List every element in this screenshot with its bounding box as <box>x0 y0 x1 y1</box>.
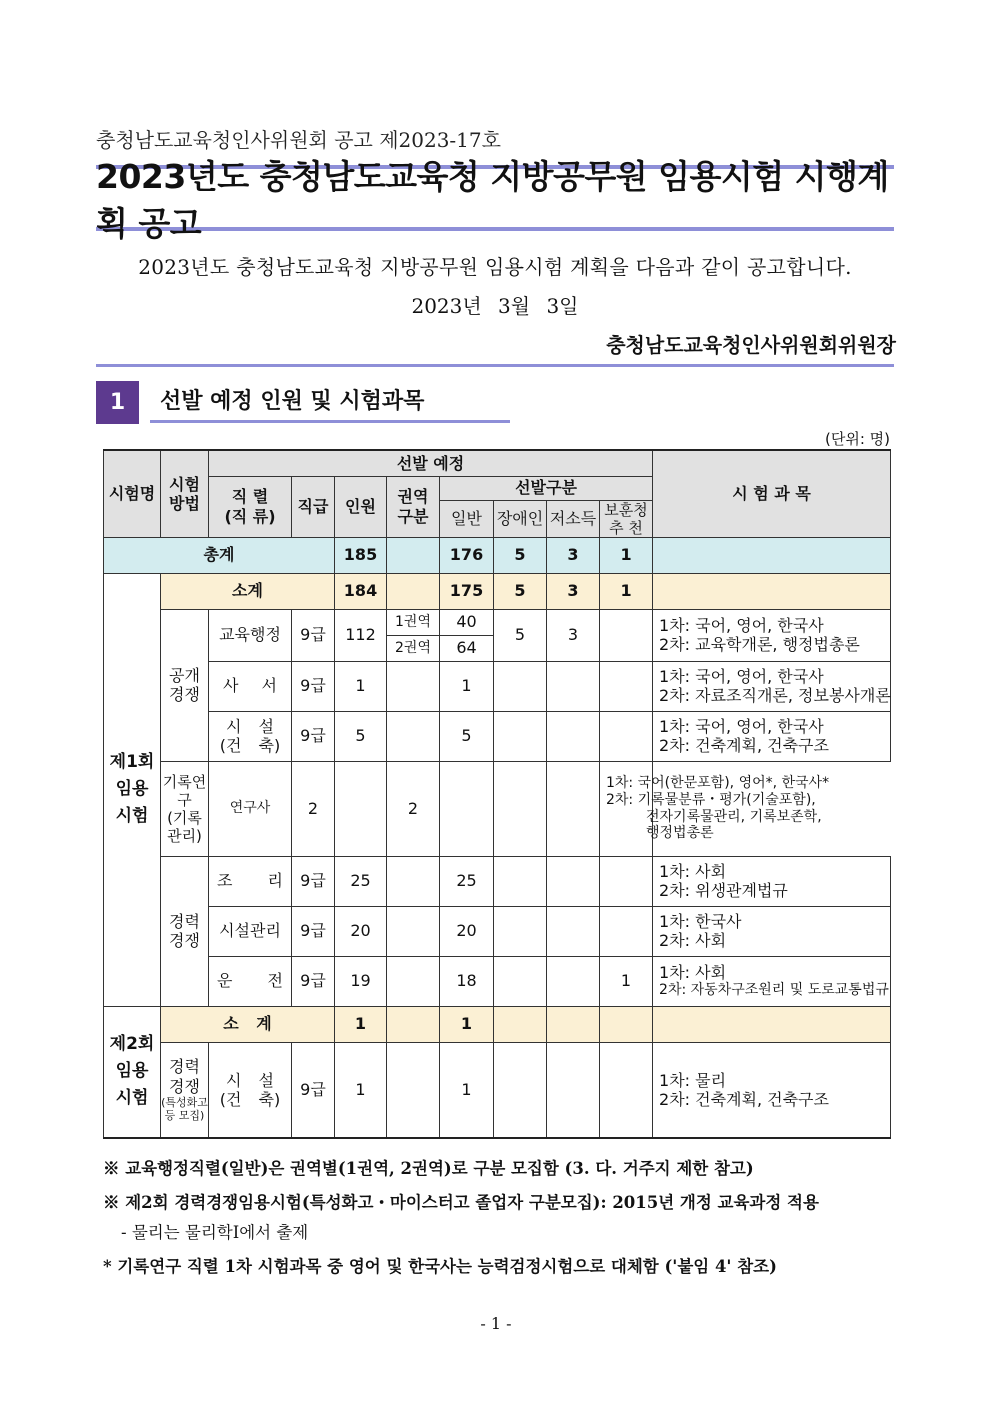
exam1-subtotal-subjects <box>653 573 891 609</box>
total-disabled: 5 <box>494 537 547 573</box>
subject-line: 1차: 물리 <box>659 1070 727 1090</box>
count-cell: 20 <box>335 906 387 956</box>
table-row <box>104 1042 891 1138</box>
series-cell: 교육행정 <box>209 609 292 661</box>
veteran-cell <box>600 1042 653 1138</box>
subjects-cell <box>653 856 891 906</box>
total-veteran: 1 <box>600 537 653 573</box>
subject-line: 1차: 한국사 <box>659 911 742 931</box>
disabled-cell <box>494 856 547 906</box>
low-income-cell <box>494 761 547 856</box>
table-row <box>104 609 891 635</box>
table-row <box>104 906 891 956</box>
series-cell: 운 전 <box>209 956 292 1006</box>
subject-line: 1차: 국어(한문포함), 영어*, 한국사* <box>606 774 830 791</box>
general-cell: 1 <box>440 1042 494 1138</box>
grade-cell: 9급 <box>292 906 335 956</box>
veteran-cell: 1 <box>600 956 653 1006</box>
region-cell: 1권역 <box>387 609 440 635</box>
grade-cell: 9급 <box>292 956 335 1006</box>
subject-line: 1차: 사회 <box>659 963 727 982</box>
low-income-cell <box>547 956 600 1006</box>
count-cell: 5 <box>335 711 387 761</box>
subject-line: 1차: 사회 <box>659 861 727 881</box>
exam2-method-note: (특성화고 등 모집) <box>161 1095 208 1122</box>
total-general: 176 <box>440 537 494 573</box>
exam2-subtotal-low-income <box>547 1006 600 1042</box>
announcement-date: 2023년 3월 3일 <box>411 294 579 318</box>
low-income-cell <box>547 711 600 761</box>
exam2-method: 경력 경쟁 <box>169 1057 200 1096</box>
veteran-cell <box>600 661 653 711</box>
general-cell: 5 <box>440 711 494 761</box>
subject-line: 2차: 건축계획, 건축구조 <box>659 736 829 755</box>
header-exam-method: 시험 방법 <box>161 450 209 537</box>
exam2-subtotal-row <box>104 1006 891 1042</box>
low-income-cell <box>547 1042 600 1138</box>
notice-number: 충청남도교육청인사위원회 공고 제2023-17호 <box>96 128 501 152</box>
disabled-cell <box>494 661 547 711</box>
header-exam-name: 시험명 <box>104 450 161 537</box>
disabled-cell <box>494 711 547 761</box>
note-region: ※ 교육행정직렬(일반)은 권역별(1권역, 2권역)로 구분 모집함 (3. 다. 거주지 제한 참고) <box>103 1159 754 1178</box>
exam2-subtotal-disabled <box>494 1006 547 1042</box>
region-cell <box>387 856 440 906</box>
grade-cell: 9급 <box>292 661 335 711</box>
low-income-cell: 3 <box>547 609 600 661</box>
table-row <box>104 856 891 906</box>
grade-cell: 9급 <box>292 1042 335 1138</box>
exam1-subtotal-veteran: 1 <box>600 573 653 609</box>
subjects-cell <box>653 711 891 761</box>
general-cell: 2 <box>387 761 440 856</box>
count-cell: 2 <box>292 761 335 856</box>
veteran-cell <box>600 906 653 956</box>
subjects-cell <box>653 661 891 711</box>
exam2-subtotal-veteran <box>600 1006 653 1042</box>
region-cell <box>387 906 440 956</box>
subject-line: 1차: 국어, 영어, 한국사 <box>659 615 824 635</box>
header-selection-plan: 선발 예정 <box>209 450 653 476</box>
header-disabled: 장애인 <box>494 500 547 537</box>
exam1-subtotal-row <box>104 573 891 609</box>
subject-line: 2차: 위생관계법규 <box>659 881 788 900</box>
exam2-subtotal-label: 소 계 <box>161 1006 335 1042</box>
count-cell: 25 <box>335 856 387 906</box>
series-cell: 기록연구 (기록관리) <box>161 761 209 856</box>
unit-label: (단위: 명) <box>825 430 890 448</box>
exam1-subtotal-general: 175 <box>440 573 494 609</box>
veteran-cell <box>547 761 600 856</box>
header-general: 일반 <box>440 500 494 537</box>
low-income-cell <box>547 856 600 906</box>
series-cell: 조 리 <box>209 856 292 906</box>
exam2-subtotal-subjects <box>653 1006 891 1042</box>
header-subjects: 시 험 과 목 <box>653 450 891 537</box>
low-income-cell <box>547 906 600 956</box>
exam2-subtotal-region <box>387 1006 440 1042</box>
header-low-income: 저소득 <box>547 500 600 537</box>
general-cell: 1 <box>440 661 494 711</box>
subject-line: 2차: 기록물분류・평가(기술포함), <box>606 791 816 808</box>
header-grade: 직급 <box>292 476 335 537</box>
page-number: - 1 - <box>480 1314 512 1333</box>
subject-line: 1차: 국어, 영어, 한국사 <box>659 716 824 736</box>
intro-text: 2023년도 충청남도교육청 지방공무원 임용시험 계획을 다음과 같이 공고합니다. <box>138 255 852 279</box>
grade-cell: 9급 <box>292 856 335 906</box>
exam1-subtotal-disabled: 5 <box>494 573 547 609</box>
series-cell: 시 설 (건 축) <box>209 711 292 761</box>
subject-line: 2차: 자동차구조원리 및 도로교통법규 <box>659 982 889 999</box>
subject-line: 2차: 건축계획, 건축구조 <box>659 1089 829 1109</box>
note-exam2: ※ 제2회 경력경쟁임용시험(특성화고・마이스터고 졸업자 구분모집): 2015년 개정 교육과정 적용 <box>103 1193 819 1212</box>
exam2-name: 제2회 임용 시험 <box>104 1006 161 1138</box>
veteran-cell <box>600 711 653 761</box>
region-cell <box>387 711 440 761</box>
subjects-cell <box>653 956 891 1006</box>
general-cell: 18 <box>440 956 494 1006</box>
region-cell: 2권역 <box>387 635 440 661</box>
count-cell: 1 <box>335 1042 387 1138</box>
separator-line <box>96 364 894 367</box>
series-cell: 사 서 <box>209 661 292 711</box>
subjects-cell <box>653 906 891 956</box>
subject-line: 2차: 사회 <box>659 931 727 950</box>
disabled-cell <box>494 956 547 1006</box>
general-cell: 40 <box>440 609 494 635</box>
region-cell <box>387 956 440 1006</box>
total-row <box>104 537 891 573</box>
count-cell: 19 <box>335 956 387 1006</box>
header-series: 직 렬 (직 류) <box>209 476 292 537</box>
section-title: 선발 예정 인원 및 시험과목 <box>150 379 510 423</box>
grade-cell: 9급 <box>292 711 335 761</box>
subjects-cell <box>600 761 830 856</box>
disabled-cell: 5 <box>494 609 547 661</box>
section-number: 1 <box>96 381 139 424</box>
total-count: 185 <box>335 537 387 573</box>
grade-cell: 연구사 <box>209 761 292 856</box>
veteran-cell <box>600 609 653 661</box>
disabled-cell <box>494 1042 547 1138</box>
title-banner <box>96 157 894 243</box>
exam2-subtotal-general: 1 <box>440 1006 494 1042</box>
low-income-cell <box>547 661 600 711</box>
header-selection-type: 선발구분 <box>440 476 653 500</box>
subject-line: 행정법총론 <box>646 825 714 842</box>
series-cell: 시설관리 <box>209 906 292 956</box>
header-region: 권역 구분 <box>387 476 440 537</box>
total-region <box>387 537 440 573</box>
count-cell: 112 <box>335 609 387 661</box>
exam1-open-method: 공개 경쟁 <box>161 609 209 761</box>
total-label: 총계 <box>104 537 335 573</box>
region-cell <box>335 761 387 856</box>
count-cell: 1 <box>335 661 387 711</box>
total-subjects <box>653 537 891 573</box>
series-cell: 시 설 (건 축) <box>209 1042 292 1138</box>
note-records: * 기록연구 직렬 1차 시험과목 중 영어 및 한국사는 능력검정시험으로 대체함 ('붙임 4' 참조) <box>103 1257 777 1276</box>
recruitment-table <box>103 449 891 1139</box>
subjects-cell <box>653 1042 891 1138</box>
disabled-cell <box>440 761 494 856</box>
exam1-subtotal-low-income: 3 <box>547 573 600 609</box>
exam1-subtotal-region <box>387 573 440 609</box>
notes <box>103 1155 903 1287</box>
grade-cell: 9급 <box>292 609 335 661</box>
subjects-cell <box>653 609 891 661</box>
note-physics: - 물리는 물리학Ⅰ에서 출제 <box>121 1223 309 1242</box>
exam2-subtotal-count: 1 <box>335 1006 387 1042</box>
region-cell <box>387 661 440 711</box>
total-low-income: 3 <box>547 537 600 573</box>
exam1-subtotal-count: 184 <box>335 573 387 609</box>
subject-line: 2차: 교육학개론, 행정법총론 <box>659 635 860 654</box>
subject-line: 1차: 국어, 영어, 한국사 <box>659 666 824 686</box>
exam1-name: 제1회 임용 시험 <box>104 573 161 1006</box>
subject-line: 2차: 자료조직개론, 정보봉사개론 <box>659 686 891 705</box>
page-title: 2023년도 충청남도교육청 지방공무원 임용시험 시행계획 공고 <box>96 157 889 243</box>
general-cell: 20 <box>440 906 494 956</box>
general-cell: 25 <box>440 856 494 906</box>
header-count: 인원 <box>335 476 387 537</box>
table-row <box>104 661 891 711</box>
exam2-method-cell <box>161 1042 209 1138</box>
table-row <box>104 761 891 856</box>
table-row <box>104 711 891 761</box>
table-row <box>104 956 891 1006</box>
veteran-cell <box>600 856 653 906</box>
exam1-subtotal-label: 소계 <box>161 573 335 609</box>
header-veteran: 보훈청 추 천 <box>600 500 653 537</box>
disabled-cell <box>494 906 547 956</box>
exam1-career-method: 경력 경쟁 <box>161 856 209 1006</box>
general-cell: 64 <box>440 635 494 661</box>
region-cell <box>387 1042 440 1138</box>
signer: 충청남도교육청인사위원회위원장 <box>606 333 896 357</box>
subject-line: 전자기록물관리, 기록보존학, <box>646 808 822 825</box>
